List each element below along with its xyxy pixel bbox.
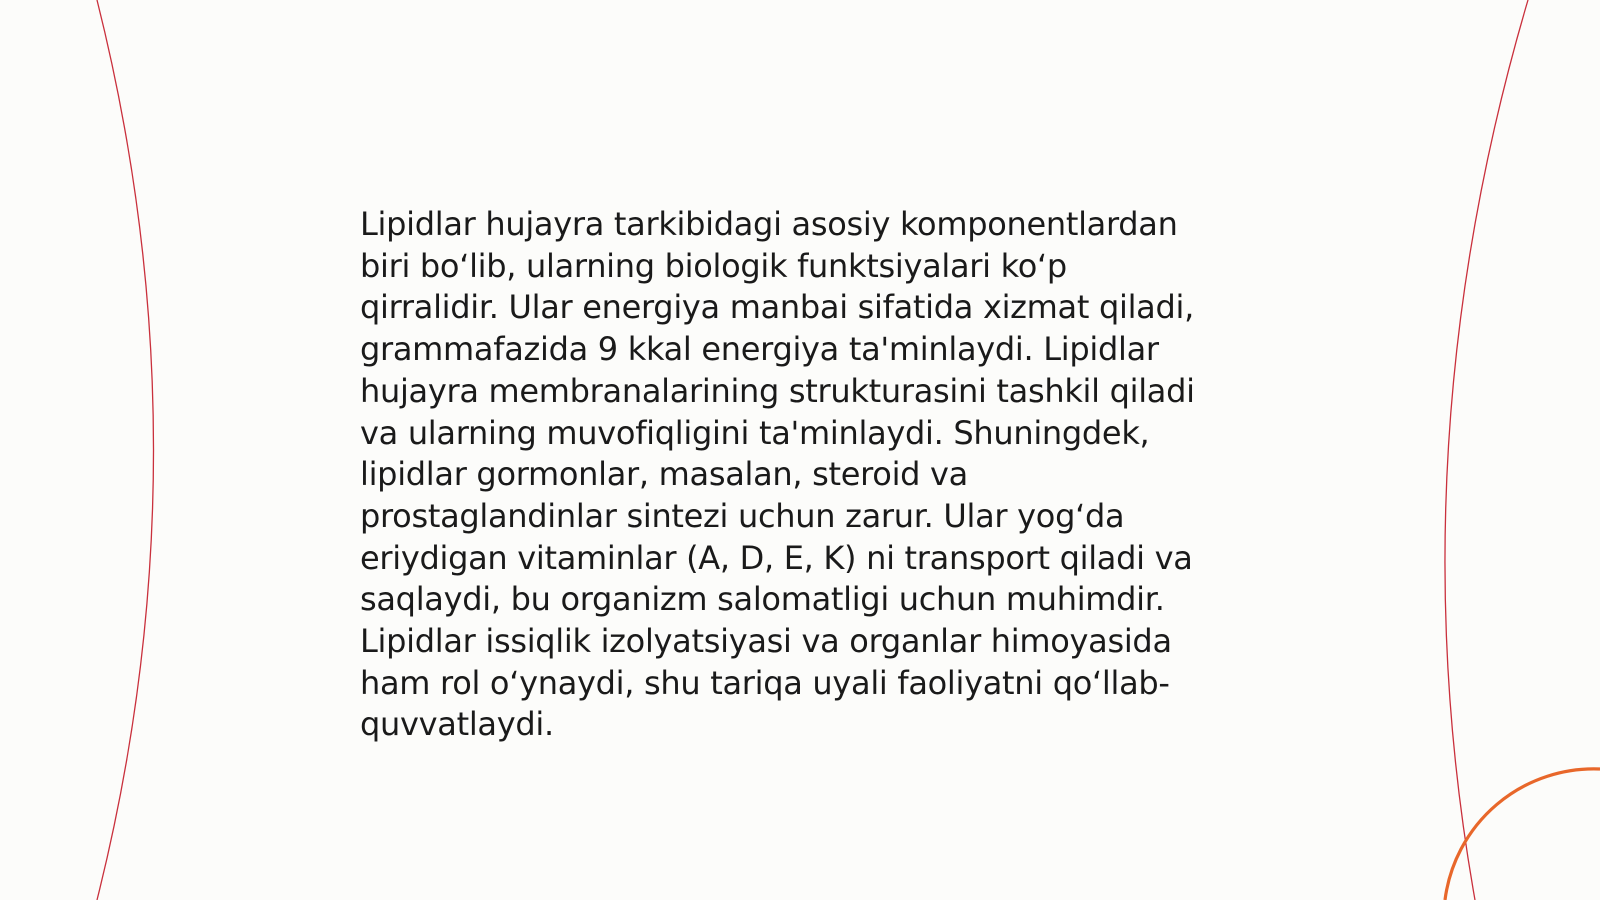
body-line: ham rol o‘ynaydi, shu tariqa uyali faoliyatni qo‘llab- <box>360 663 1170 702</box>
body-line: prostaglandinlar sintezi uchun zarur. Ular yog‘da <box>360 496 1125 535</box>
body-paragraph <box>360 204 1240 746</box>
body-line: quvvatlaydi. <box>360 705 554 744</box>
body-line: hujayra membranalarining strukturasini tashkil qiladi <box>360 371 1195 410</box>
orange-circle-arc <box>1445 769 1600 900</box>
left-arc-line <box>97 0 154 900</box>
right-arc-line <box>1445 0 1528 900</box>
body-line: va ularning muvofiqligini ta'minlaydi. Shuningdek, <box>360 413 1150 452</box>
body-line: lipidlar gormonlar, masalan, steroid va <box>360 455 968 494</box>
body-line: qirralidir. Ular energiya manbai sifatida xizmat qiladi, <box>360 288 1194 327</box>
body-line: Lipidlar hujayra tarkibidagi asosiy komponentlardan <box>360 205 1178 243</box>
body-line: grammafazida 9 kkal energiya ta'minlaydi. Lipidlar <box>360 330 1159 369</box>
body-line: eriydigan vitaminlar (A, D, E, K) ni transport qiladi va <box>360 538 1193 577</box>
body-line: biri bo‘lib, ularning biologik funktsiyalari ko‘p <box>360 246 1067 285</box>
body-line: Lipidlar issiqlik izolyatsiyasi va organlar himoyasida <box>360 622 1172 661</box>
body-line: saqlaydi, bu organizm salomatligi uchun muhimdir. <box>360 580 1165 619</box>
